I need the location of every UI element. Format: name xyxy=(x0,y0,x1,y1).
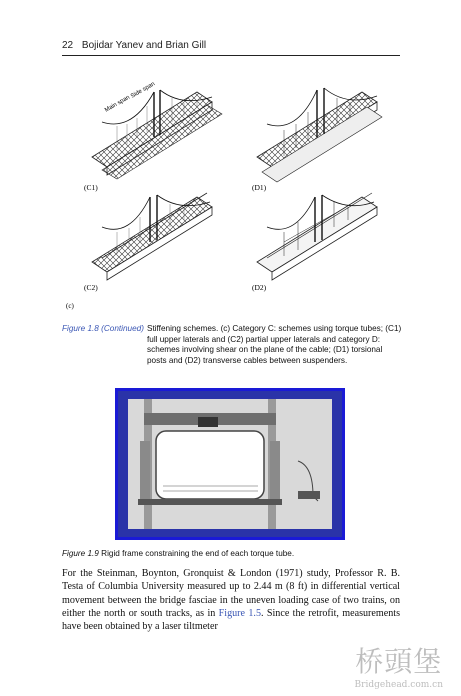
sub-figure-label: (c) xyxy=(66,302,74,310)
header-rule xyxy=(62,55,400,56)
figure-1-9-caption-label: Figure 1.9 xyxy=(62,549,99,558)
body-text-part1: For the Steinman, Boynton, Gronquist & London (1971) study, Professor R. B. Testa of Columbia University measured up to 2.44 m (8 ft) in differential vertical movement between the bridge fasciae in the uneven loading case of two trains, on either the north or south tracks, as in xyxy=(62,568,400,619)
figure-1-8-caption xyxy=(62,324,402,366)
watermark-chinese: 桥頭堡 xyxy=(355,645,443,678)
watermark-url: Bridgehead.com.cn xyxy=(354,680,443,690)
figure-1-8-caption-label: Figure 1.8 (Continued) xyxy=(62,324,144,333)
body-text-part2: . Since the retrofit, measurements have been obtained by a laser tiltmeter xyxy=(62,607,401,633)
figure-1-9-caption-text: Rigid frame constraining the end of each torque tube. xyxy=(101,549,295,558)
panel-d2-drawing xyxy=(252,193,377,292)
figure-1-8-caption-text: Stiffening schemes. (c) Category C: schemes using torque tubes; (C1) full upper laterals and (C2) partial upper laterals and category D: schemes involving shear on the plane of the cable; (D1) torsional posts and (D2) transverse cables between suspenders. xyxy=(147,324,402,365)
figure-1-8 xyxy=(62,62,402,312)
running-header xyxy=(62,40,402,51)
panel-d1-label: (D1) xyxy=(252,183,267,192)
rigid-frame-drawing xyxy=(118,391,342,537)
main-span-label: Main span xyxy=(104,94,131,114)
panel-c2-drawing xyxy=(84,193,212,292)
page-number: 22 xyxy=(62,40,74,51)
side-span-label: Side span xyxy=(130,81,157,100)
watermark xyxy=(355,640,443,690)
panel-c1-drawing xyxy=(84,81,222,192)
stiffening-schemes-drawing xyxy=(62,62,402,312)
figure-1-9 xyxy=(115,388,345,540)
figure-1-9-caption xyxy=(62,549,402,558)
panel-d1-drawing xyxy=(252,88,382,192)
figure-1-5-link[interactable]: Figure 1.5 xyxy=(218,607,261,619)
body-paragraph xyxy=(62,567,400,633)
panel-d2-label: (D2) xyxy=(252,283,267,292)
header-authors: Bojidar Yanev and Brian Gill xyxy=(81,40,207,51)
panel-c1-label: (C1) xyxy=(84,183,98,192)
panel-c2-label: (C2) xyxy=(84,283,98,292)
